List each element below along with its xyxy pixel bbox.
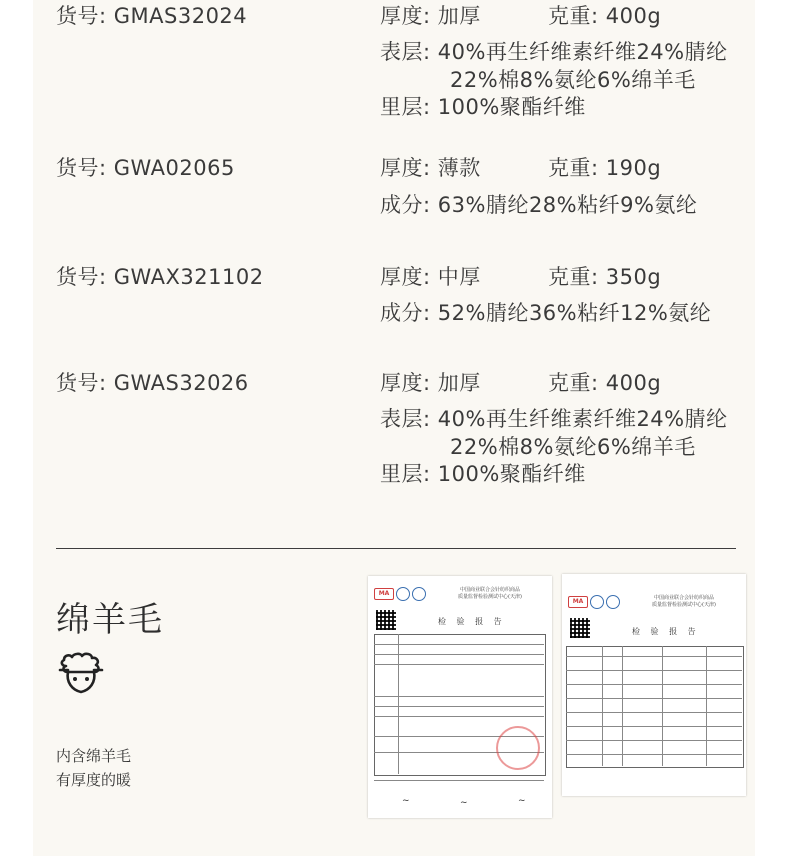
thickness-label: 厚度:	[380, 156, 431, 180]
table-line	[566, 726, 742, 727]
weight-label: 克重:	[548, 156, 599, 180]
product-id-row	[56, 367, 249, 397]
feature-line-2: 有厚度的暖	[56, 771, 132, 789]
sheep-icon	[56, 652, 106, 694]
signature: ~	[402, 796, 410, 806]
report-table	[566, 646, 744, 768]
table-line	[566, 712, 742, 713]
thickness-row	[380, 261, 481, 291]
weight-row	[548, 367, 661, 397]
product-id: GWA02065	[113, 156, 235, 180]
weight-row	[548, 0, 661, 30]
ilac-logo	[606, 595, 620, 609]
table-vline	[706, 646, 707, 766]
table-vline	[602, 646, 603, 766]
section-title: 绵羊毛	[56, 600, 164, 640]
outer-layer-label: 表层:	[380, 40, 431, 64]
product-id-label: 货号:	[56, 371, 107, 395]
weight-row	[548, 261, 661, 291]
table-vline	[622, 646, 623, 766]
inner-layer-value: 100%聚酯纤维	[437, 462, 586, 486]
product-id: GWAS32026	[113, 371, 249, 395]
product-id-label: 货号:	[56, 4, 107, 28]
official-stamp	[496, 726, 540, 770]
thickness-value: 加厚	[437, 4, 481, 28]
outer-layer-continued: 22%棉8%氨纶6%绵羊毛	[450, 435, 696, 459]
thickness-row	[380, 367, 481, 397]
weight-value: 190g	[605, 156, 662, 180]
product-id-row	[56, 0, 247, 30]
table-line	[566, 670, 742, 671]
composition-row	[380, 189, 697, 219]
weight-label: 克重:	[548, 265, 599, 289]
table-line	[566, 740, 742, 741]
report-header-2: 质量监督检验测试中心(天津)	[652, 602, 716, 608]
cnas-logo	[396, 587, 410, 601]
ilac-logo	[412, 587, 426, 601]
thickness-value: 薄款	[437, 156, 481, 180]
signature: ~	[518, 796, 526, 806]
report-title: 检 验 报 告	[632, 627, 700, 636]
feature-line-1: 内含绵羊毛	[56, 747, 132, 765]
signature: ~	[460, 798, 468, 808]
outer-layer-label: 表层:	[380, 407, 431, 431]
section-divider	[56, 548, 736, 549]
composition-row	[380, 297, 711, 327]
thickness-value: 中厚	[437, 265, 481, 289]
product-id-label: 货号:	[56, 156, 107, 180]
inner-layer-row	[380, 91, 586, 121]
table-vline	[398, 634, 399, 774]
outer-layer-value: 40%再生纤维素纤维24%腈纶	[437, 40, 728, 64]
inner-layer-label: 里层:	[380, 462, 431, 486]
table-line	[374, 716, 544, 717]
product-id-row	[56, 152, 235, 182]
ma-logo: MA	[374, 588, 394, 600]
table-line	[566, 754, 742, 755]
outer-layer-value: 40%再生纤维素纤维24%腈纶	[437, 407, 728, 431]
outer-layer-continued: 22%棉8%氨纶6%绵羊毛	[450, 68, 696, 92]
table-line	[374, 696, 544, 697]
outer-layer-row	[380, 403, 728, 433]
composition-value: 63%腈纶28%粘纤9%氨纶	[437, 193, 698, 217]
outer-layer-row	[380, 36, 728, 66]
table-line	[374, 706, 544, 707]
weight-label: 克重:	[548, 371, 599, 395]
table-line	[374, 664, 544, 665]
product-id-row	[56, 261, 264, 291]
inner-layer-row	[380, 458, 586, 488]
weight-row	[548, 152, 661, 182]
thickness-label: 厚度:	[380, 265, 431, 289]
product-id: GMAS32024	[113, 4, 248, 28]
composition-value: 52%腈纶36%粘纤12%氨纶	[437, 301, 712, 325]
report-title: 检 验 报 告	[438, 617, 506, 626]
qr-code	[376, 610, 396, 630]
table-vline	[662, 646, 663, 766]
test-report-image	[562, 574, 746, 796]
weight-label: 克重:	[548, 4, 599, 28]
thickness-label: 厚度:	[380, 4, 431, 28]
qr-code	[570, 618, 590, 638]
table-line	[566, 684, 742, 685]
thickness-label: 厚度:	[380, 371, 431, 395]
table-line	[566, 656, 742, 657]
table-line	[374, 654, 544, 655]
table-line	[374, 644, 544, 645]
inner-layer-label: 里层:	[380, 95, 431, 119]
thickness-value: 加厚	[437, 371, 481, 395]
weight-value: 350g	[605, 265, 662, 289]
weight-value: 400g	[605, 4, 662, 28]
product-id: GWAX321102	[113, 265, 264, 289]
composition-label: 成分:	[380, 193, 431, 217]
weight-value: 400g	[605, 371, 662, 395]
composition-label: 成分:	[380, 301, 431, 325]
table-line	[566, 698, 742, 699]
report-header-1: 中国商业联合会针纺织商品	[653, 595, 714, 601]
ma-logo: MA	[568, 596, 588, 608]
cnas-logo	[590, 595, 604, 609]
inner-layer-value: 100%聚酯纤维	[437, 95, 586, 119]
thickness-row	[380, 152, 481, 182]
test-report-image	[368, 576, 552, 818]
thickness-row	[380, 0, 481, 30]
table-line	[374, 780, 544, 781]
report-header-1: 中国商业联合会针纺织商品	[459, 587, 520, 593]
report-header-2: 质量监督检验测试中心(天津)	[458, 594, 522, 600]
product-id-label: 货号:	[56, 265, 107, 289]
